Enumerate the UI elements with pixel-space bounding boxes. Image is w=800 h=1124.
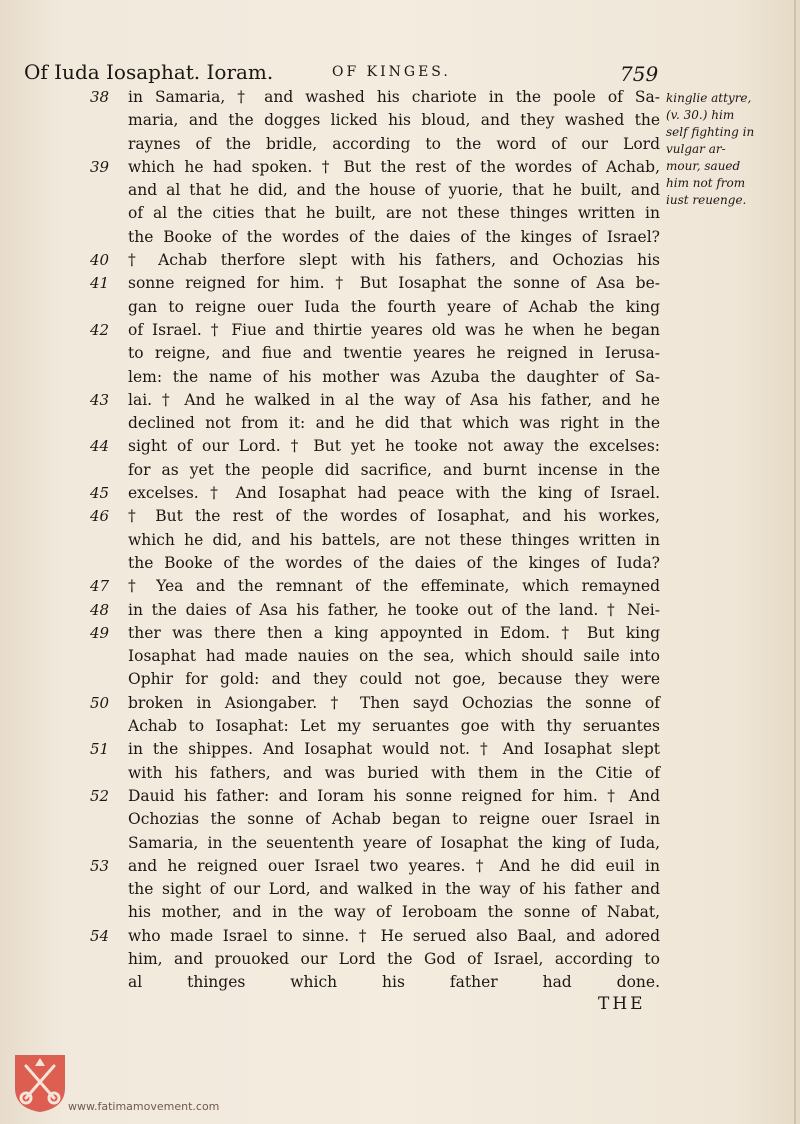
text-line	[96, 901, 660, 924]
verse-number: 44	[90, 437, 110, 456]
text-line	[96, 226, 660, 249]
line-text: raynes of the bridle, according to the word of our Lord	[128, 134, 660, 153]
line-text: of al the cities that he built, are not these thinges written in	[128, 204, 660, 223]
text-line	[96, 832, 660, 855]
text-line	[90, 389, 660, 412]
verse-number: 54	[90, 926, 110, 945]
text-line	[90, 785, 660, 808]
line-text: the sight of our Lord, and walked in the way of his father and	[128, 880, 660, 899]
papal-keys-seal-icon	[12, 1052, 68, 1114]
line-text: Ophir for gold: and they could not goe, because they were	[128, 670, 660, 689]
text-line	[96, 668, 660, 691]
text-line	[96, 109, 660, 132]
line-text: † But the rest of the wordes of Iosaphat, and his workes,	[128, 507, 660, 526]
verse-number: 43	[90, 390, 110, 409]
text-line	[96, 552, 660, 575]
text-line	[96, 808, 660, 831]
text-line	[96, 179, 660, 202]
running-head: Of Iuda Iosaphat. Ioram.	[24, 60, 274, 84]
line-text: which he did, and his battels, are not these thinges written in	[128, 530, 660, 549]
website-link[interactable]: www.fatimamovement.com	[68, 1100, 220, 1113]
text-line	[90, 156, 660, 179]
text-line	[96, 202, 660, 225]
text-line	[90, 575, 660, 598]
text-line	[90, 925, 660, 948]
verse-number: 52	[90, 786, 110, 805]
text-line	[90, 435, 660, 458]
line-text: sonne reigned for him. † But Iosaphat the sonne of Asa be-	[128, 274, 660, 293]
verse-number: 53	[90, 856, 110, 875]
marginal-note	[666, 90, 796, 209]
line-text: Dauid his father: and Ioram his sonne reigned for him. † And	[128, 786, 660, 805]
verse-number: 48	[90, 600, 110, 619]
line-text: Ochozias the sonne of Achab began to reigne ouer Israel in	[128, 810, 660, 829]
text-line	[90, 249, 660, 272]
line-text: to reigne, and fiue and twentie yeares he reigned in Ierusa-	[128, 344, 660, 363]
verse-number: 41	[90, 274, 110, 293]
text-line	[96, 878, 660, 901]
line-text: maria, and the dogges licked his bloud, and they washed the	[128, 111, 660, 130]
verse-number: 39	[90, 157, 110, 176]
line-text: the Booke of the wordes of the daies of the kinges of Israel?	[128, 227, 660, 246]
line-text: and al that he did, and the house of yuorie, that he built, and	[128, 181, 660, 200]
main-text-column	[90, 86, 660, 995]
line-text: broken in Asiongaber. † Then sayd Ochozias the sonne of	[128, 693, 660, 712]
text-line	[96, 645, 660, 668]
text-line	[90, 505, 660, 528]
line-text: al thinges which his father had done.	[128, 973, 660, 992]
line-text: Iosaphat had made nauies on the sea, which should saile into	[128, 647, 660, 666]
marginal-note-line: (v. 30.) him	[666, 108, 735, 122]
text-line	[96, 366, 660, 389]
verse-number: 49	[90, 623, 110, 642]
text-line	[96, 715, 660, 738]
text-line	[90, 272, 660, 295]
line-text: declined not from it: and he did that which was right in the	[128, 414, 660, 433]
line-text: the Booke of the wordes of the daies of the kinges of Iuda?	[128, 553, 660, 572]
text-line	[90, 855, 660, 878]
footer	[12, 1052, 312, 1116]
verse-number: 38	[90, 88, 110, 106]
text-line	[90, 86, 660, 109]
verse-number: 45	[90, 484, 110, 503]
line-text: and he reigned ouer Israel two yeares. † And he did euil in	[128, 856, 660, 875]
text-line	[96, 296, 660, 319]
catchword: THE	[598, 994, 646, 1014]
verse-number: 51	[90, 740, 110, 759]
verse-number: 50	[90, 693, 110, 712]
marginal-note-line: him not from	[666, 176, 746, 190]
text-line	[96, 412, 660, 435]
line-text: which he had spoken. † But the rest of the wordes of Achab,	[128, 157, 660, 176]
line-text: him, and prouoked our Lord the God of Israel, according to	[128, 949, 660, 968]
line-text: Achab to Iosaphat: Let my seruantes goe with thy seruantes	[128, 717, 660, 736]
marginal-note-line: kinglie attyre,	[666, 91, 752, 105]
text-line	[90, 738, 660, 761]
marginal-note-line: iust reuenge.	[666, 193, 747, 207]
line-text: with his fathers, and was buried with them in the Citie of	[128, 763, 660, 782]
line-text: of Israel. † Fiue and thirtie yeares old was he when he began	[128, 320, 660, 339]
verse-number: 42	[90, 320, 110, 339]
text-line	[90, 599, 660, 622]
line-text: † Yea and the remnant of the effeminate, which remayned	[128, 577, 660, 596]
book-title: OF KINGES.	[332, 64, 451, 80]
verse-number: 47	[90, 577, 110, 596]
line-text: in the shippes. And Iosaphat would not. † And Iosaphat slept	[128, 740, 660, 759]
verse-number: 40	[90, 251, 110, 270]
line-text: sight of our Lord. † But yet he tooke not away the excelses:	[128, 437, 660, 456]
line-text: † Achab therfore slept with his fathers, and Ochozias his	[128, 251, 660, 270]
line-text: Samaria, in the seuententh yeare of Iosaphat the king of Iuda,	[128, 833, 660, 852]
line-text: gan to reigne ouer Iuda the fourth yeare of Achab the king	[128, 297, 660, 316]
text-line	[96, 948, 660, 971]
text-line	[90, 692, 660, 715]
marginal-note-line: mour, saued	[666, 159, 741, 173]
text-line	[96, 459, 660, 482]
line-text: for as yet the people did sacrifice, and burnt incense in the	[128, 460, 660, 479]
line-text: who made Israel to sinne. † He serued also Baal, and adored	[128, 926, 660, 945]
line-text: lai. † And he walked in al the way of Asa his father, and he	[128, 390, 660, 409]
text-line	[96, 971, 660, 994]
line-text: his mother, and in the way of Ieroboam the sonne of Nabat,	[128, 903, 660, 922]
page-number: 759	[620, 62, 659, 86]
marginal-note-line: self fighting in	[666, 125, 755, 139]
text-line	[96, 529, 660, 552]
line-text: lem: the name of his mother was Azuba the daughter of Sa-	[128, 367, 660, 386]
line-text: ther was there then a king appoynted in Edom. † But king	[128, 623, 660, 642]
verse-number: 46	[90, 507, 110, 526]
text-line	[96, 133, 660, 156]
line-text: in the daies of Asa his father, he tooke out of the land. † Nei-	[128, 600, 660, 619]
text-line	[90, 622, 660, 645]
text-line	[90, 319, 660, 342]
text-line	[96, 762, 660, 785]
line-text: excelses. † And Iosaphat had peace with the king of Israel.	[128, 484, 660, 503]
marginal-note-line: vulgar ar-	[666, 142, 726, 156]
text-line	[96, 342, 660, 365]
text-line	[90, 482, 660, 505]
line-text: in Samaria, † and washed his chariote in the poole of Sa-	[128, 88, 660, 106]
